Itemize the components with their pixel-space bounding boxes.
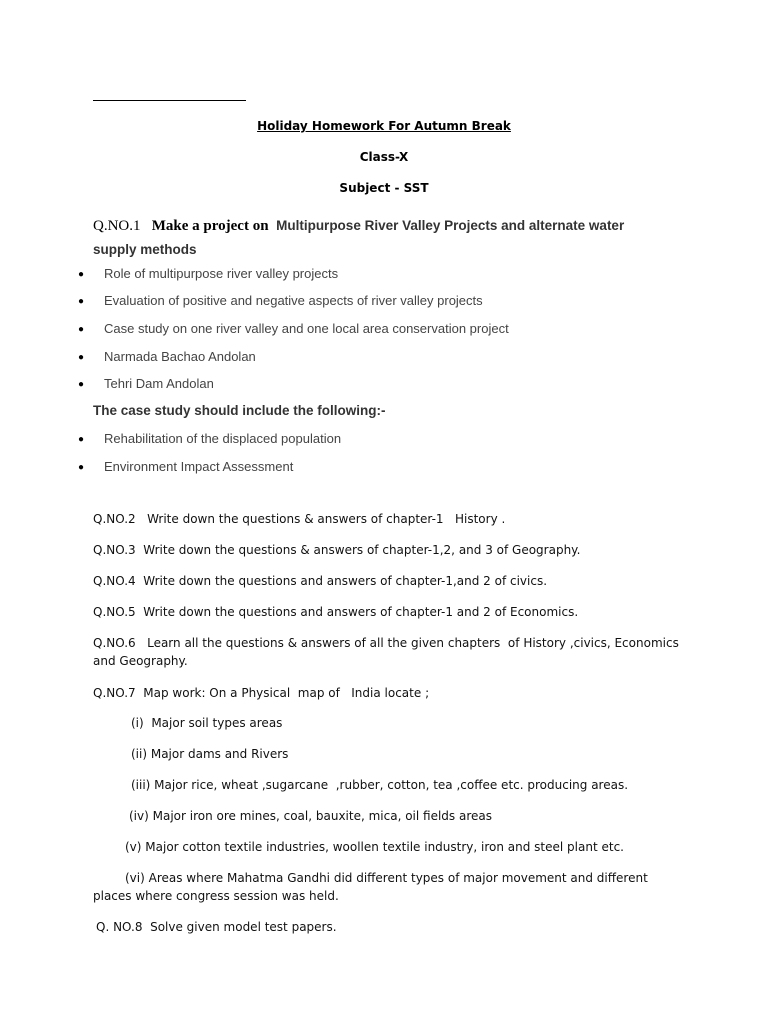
question-5: Q.NO.5 Write down the questions and answers of chapter-1 and 2 of Economics. [93,605,579,619]
list-item-text: Evaluation of positive and negative aspects of river valley projects [104,293,483,308]
list-item [76,431,676,446]
bullet-icon: ● [78,269,85,280]
question-1 [93,214,653,261]
question-1-lead: Make a project on [151,218,269,234]
list-item-text: Case study on one river valley and one local area conservation project [104,321,509,336]
list-item [76,266,676,281]
top-horizontal-rule [93,100,246,101]
class-label: Class-X [359,150,409,164]
question-2: Q.NO.2 Write down the questions & answers of chapter-1 History . [93,512,506,526]
question-4: Q.NO.4 Write down the questions and answers of chapter-1,and 2 of civics. [93,574,548,588]
map-item: (iii) Major rice, wheat ,sugarcane ,rubber, cotton, tea ,coffee etc. producing areas. [131,778,629,792]
document-title: Holiday Homework For Autumn Break [257,119,511,133]
question-6: Q.NO.6 Learn all the questions & answers of all the given chapters of History ,civics, Economics and Geography. [93,636,683,668]
list-item-text: Narmada Bachao Andolan [104,349,256,364]
list-item [76,349,676,364]
map-item: (iv) Major iron ore mines, coal, bauxite, mica, oil fields areas [129,809,492,823]
map-item: (vi) Areas where Mahatma Gandhi did different types of major movement and different places where congress session was held. [93,871,652,903]
list-item-text: Environment Impact Assessment [104,459,294,474]
subject-label: Subject - SST [339,181,429,195]
case-study-heading: The case study should include the following:- [93,403,386,418]
bullet-icon: ● [78,324,85,335]
list-item-text: Role of multipurpose river valley projects [104,266,339,281]
list-item [76,459,676,474]
bullet-icon: ● [78,296,85,307]
map-item: (i) Major soil types areas [131,716,283,730]
bullet-icon: ● [78,352,85,363]
list-item [76,376,676,391]
map-item: (v) Major cotton textile industries, woollen textile industry, iron and steel plant etc. [125,840,624,854]
question-1-topic: Multipurpose River Valley Projects and alternate water supply methods [93,218,625,257]
bullet-icon: ● [78,462,85,473]
question-8: Q. NO.8 Solve given model test papers. [96,920,337,934]
map-item: (ii) Major dams and Rivers [131,747,289,761]
list-item-text: Rehabilitation of the displaced population [104,431,342,446]
list-item [76,293,676,308]
bullet-icon: ● [78,434,85,445]
question-7: Q.NO.7 Map work: On a Physical map of India locate ; [93,686,430,700]
list-item-text: Tehri Dam Andolan [104,376,214,391]
question-3: Q.NO.3 Write down the questions & answers of chapter-1,2, and 3 of Geography. [93,543,581,557]
list-item [76,321,676,336]
bullet-icon: ● [78,379,85,390]
question-1-number: Q.NO.1 [93,218,141,234]
